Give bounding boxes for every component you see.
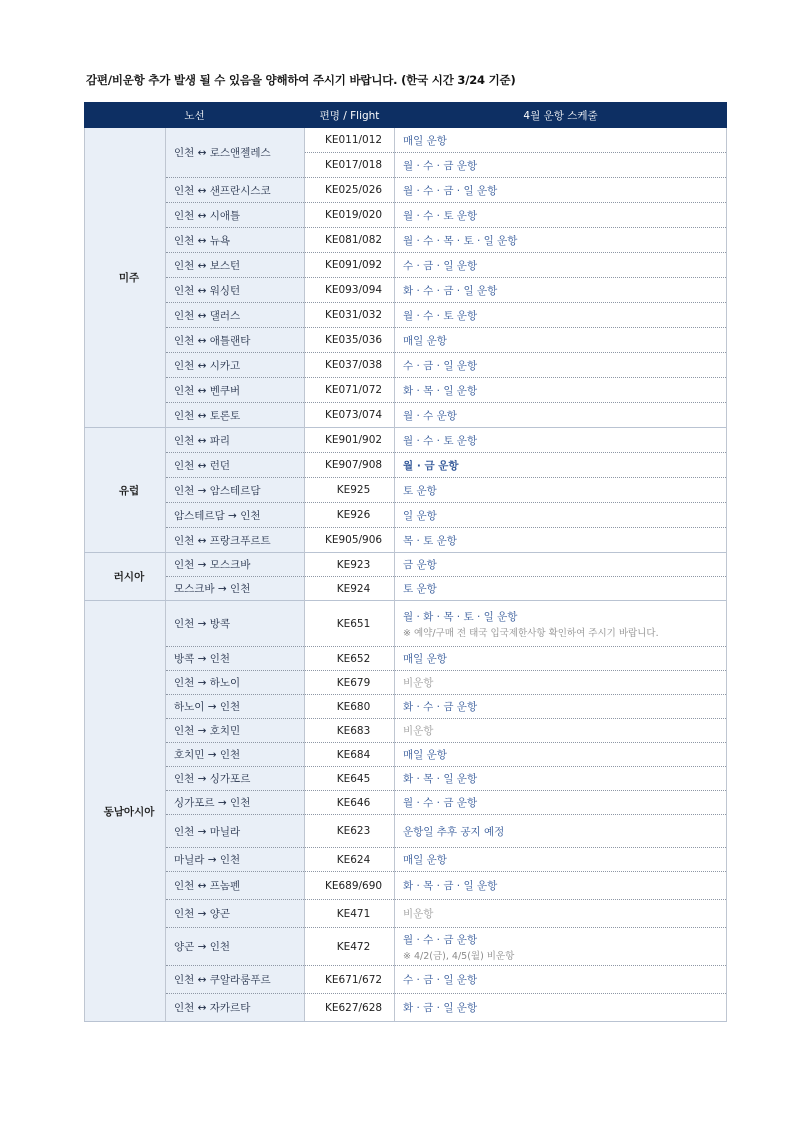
flight-cell: KE689/690 [305, 872, 395, 900]
schedule-text: 수 · 금 · 일 운항 [403, 359, 478, 372]
route-cell: 인천 ↔ 프랑크푸르트 [166, 528, 305, 553]
notice-text: 감편/비운항 추가 발생 될 수 있음을 양해하여 주시기 바랍니다. (한국 시간 3/24 기준) [86, 73, 516, 87]
table-row [85, 695, 727, 719]
route-cell: 인천 ↔ 로스앤젤레스 [166, 128, 305, 178]
flight-cell: KE019/020 [305, 203, 395, 228]
table-row [85, 128, 727, 153]
flight-cell: KE671/672 [305, 966, 395, 994]
flight-cell: KE081/082 [305, 228, 395, 253]
schedule-cell [395, 228, 727, 253]
flight-cell: KE683 [305, 719, 395, 743]
table-row [85, 328, 727, 353]
flight-cell: KE925 [305, 478, 395, 503]
route-cell: 인천 → 마닐라 [166, 815, 305, 848]
schedule-text: 매일 운항 [403, 653, 447, 665]
flight-cell: KE651 [305, 601, 395, 647]
table-row [85, 403, 727, 428]
table-row [85, 478, 727, 503]
schedule-text: 토 운항 [403, 484, 437, 497]
schedule-text: 비운항 [403, 677, 434, 689]
schedule-text: 금 운항 [403, 559, 437, 571]
schedule-cell [395, 815, 727, 848]
flight-cell: KE031/032 [305, 303, 395, 328]
route-cell: 방콕 → 인천 [166, 647, 305, 671]
flight-cell: KE901/902 [305, 428, 395, 453]
table-row [85, 815, 727, 848]
schedule-text: 화 · 금 · 일 운항 [403, 1002, 478, 1014]
flight-cell: KE071/072 [305, 378, 395, 403]
table-row [85, 767, 727, 791]
schedule-text: 월 · 수 · 금 운항 [403, 933, 478, 946]
table-row [85, 928, 727, 966]
flight-cell: KE623 [305, 815, 395, 848]
schedule-cell [395, 767, 727, 791]
route-cell: 인천 ↔ 벤쿠버 [166, 378, 305, 403]
schedule-text: 화 · 수 · 금 운항 [403, 701, 478, 713]
flight-cell: KE680 [305, 695, 395, 719]
route-cell: 인천 → 호치민 [166, 719, 305, 743]
flight-cell: KE907/908 [305, 453, 395, 478]
table-row [85, 503, 727, 528]
flight-cell: KE652 [305, 647, 395, 671]
schedule-text: 화 · 목 · 일 운항 [403, 773, 478, 785]
table-row [85, 671, 727, 695]
schedule-cell [395, 671, 727, 695]
flight-cell: KE905/906 [305, 528, 395, 553]
route-cell: 인천 ↔ 토론토 [166, 403, 305, 428]
table-row [85, 553, 727, 577]
table-row [85, 791, 727, 815]
schedule-text: 월 · 수 · 토 운항 [403, 209, 478, 222]
schedule-cell [395, 303, 727, 328]
schedule-cell [395, 453, 727, 478]
route-cell: 호치민 → 인천 [166, 743, 305, 767]
table-row [85, 278, 727, 303]
schedule-text: 월 · 화 · 목 · 토 · 일 운항 [403, 610, 518, 623]
schedule-cell [395, 791, 727, 815]
route-cell: 인천 ↔ 애틀랜타 [166, 328, 305, 353]
header-schedule: 4월 운항 스케줄 [395, 103, 727, 128]
table-row [85, 228, 727, 253]
schedule-cell [395, 128, 727, 153]
schedule-cell [395, 577, 727, 601]
schedule-text: 운항일 추후 공지 예정 [403, 825, 505, 838]
route-cell: 인천 → 양곤 [166, 900, 305, 928]
schedule-table [84, 102, 727, 1022]
schedule-text: 매일 운항 [403, 334, 447, 347]
flight-cell: KE627/628 [305, 994, 395, 1022]
table-row [85, 966, 727, 994]
region-cell: 유럽 [85, 428, 166, 553]
table-row [85, 303, 727, 328]
schedule-text: 월 · 수 · 목 · 토 · 일 운항 [403, 234, 518, 247]
flight-cell: KE923 [305, 553, 395, 577]
flight-cell: KE091/092 [305, 253, 395, 278]
flight-cell: KE646 [305, 791, 395, 815]
schedule-note: ※ 예약/구매 전 태국 입국제한사항 확인하여 주시기 바랍니다. [403, 627, 659, 639]
schedule-text: 월 · 수 · 금 운항 [403, 159, 478, 172]
flight-cell: KE684 [305, 743, 395, 767]
schedule-cell [395, 719, 727, 743]
route-cell: 인천 ↔ 시애틀 [166, 203, 305, 228]
route-cell: 인천 ↔ 샌프란시스코 [166, 178, 305, 203]
table-header-row [85, 103, 727, 128]
flight-cell: KE035/036 [305, 328, 395, 353]
route-cell: 인천 ↔ 자카르타 [166, 994, 305, 1022]
flight-cell: KE645 [305, 767, 395, 791]
schedule-cell [395, 966, 727, 994]
schedule-text: 비운항 [403, 908, 434, 920]
route-cell: 인천 ↔ 쿠알라룸푸르 [166, 966, 305, 994]
flight-cell: KE926 [305, 503, 395, 528]
route-cell: 인천 ↔ 런던 [166, 453, 305, 478]
route-cell: 마닐라 → 인천 [166, 848, 305, 872]
table-row [85, 253, 727, 278]
schedule-text: 화 · 수 · 금 · 일 운항 [403, 284, 498, 297]
route-cell: 모스크바 → 인천 [166, 577, 305, 601]
schedule-note: ※ 4/2(금), 4/5(월) 비운항 [403, 950, 515, 962]
header-flight: 편명 / Flight [305, 103, 395, 128]
schedule-cell [395, 528, 727, 553]
schedule-text: 월 · 수 · 토 운항 [403, 309, 478, 322]
schedule-cell [395, 647, 727, 671]
schedule-cell [395, 848, 727, 872]
schedule-cell [395, 601, 727, 647]
route-cell: 인천 → 방콕 [166, 601, 305, 647]
flight-cell: KE073/074 [305, 403, 395, 428]
flight-cell: KE472 [305, 928, 395, 966]
schedule-cell [395, 994, 727, 1022]
route-cell: 인천 → 싱가포르 [166, 767, 305, 791]
table-body [85, 128, 727, 1022]
schedule-cell [395, 278, 727, 303]
table-row [85, 848, 727, 872]
route-cell: 인천 ↔ 워싱턴 [166, 278, 305, 303]
schedule-cell [395, 743, 727, 767]
table-row [85, 647, 727, 671]
schedule-text: 월 · 수 · 토 운항 [403, 434, 478, 447]
route-cell: 인천 ↔ 댈러스 [166, 303, 305, 328]
schedule-text: 매일 운항 [403, 854, 447, 866]
route-cell: 인천 ↔ 파리 [166, 428, 305, 453]
schedule-cell [395, 695, 727, 719]
table-row [85, 453, 727, 478]
flight-cell: KE037/038 [305, 353, 395, 378]
route-cell: 암스테르담 → 인천 [166, 503, 305, 528]
schedule-text: 월 · 금 운항 [403, 459, 459, 472]
schedule-text: 월 · 수 · 금 운항 [403, 797, 478, 809]
table-row [85, 353, 727, 378]
schedule-cell [395, 503, 727, 528]
route-cell: 싱가포르 → 인천 [166, 791, 305, 815]
schedule-text: 매일 운항 [403, 749, 447, 761]
schedule-cell [395, 153, 727, 178]
header-route: 노선 [85, 103, 305, 128]
schedule-cell [395, 428, 727, 453]
flight-cell: KE679 [305, 671, 395, 695]
route-cell: 인천 → 하노이 [166, 671, 305, 695]
schedule-cell [395, 378, 727, 403]
table-row [85, 378, 727, 403]
schedule-cell [395, 403, 727, 428]
schedule-cell [395, 203, 727, 228]
table-row [85, 178, 727, 203]
schedule-cell [395, 872, 727, 900]
schedule-cell [395, 353, 727, 378]
schedule-text: 월 · 수 운항 [403, 409, 457, 422]
schedule-text: 매일 운항 [403, 134, 447, 147]
schedule-text: 일 운항 [403, 509, 437, 522]
route-cell: 인천 → 암스테르담 [166, 478, 305, 503]
flight-cell: KE924 [305, 577, 395, 601]
schedule-cell [395, 328, 727, 353]
flight-cell: KE017/018 [305, 153, 395, 178]
region-cell: 미주 [85, 128, 166, 428]
schedule-cell [395, 928, 727, 966]
table-row [85, 872, 727, 900]
table-row [85, 528, 727, 553]
schedule-cell [395, 900, 727, 928]
table-row [85, 719, 727, 743]
flight-cell: KE093/094 [305, 278, 395, 303]
schedule-text: 비운항 [403, 725, 434, 737]
table-row [85, 994, 727, 1022]
schedule-cell [395, 178, 727, 203]
region-cell: 러시아 [85, 553, 166, 601]
route-cell: 인천 ↔ 시카고 [166, 353, 305, 378]
schedule-cell [395, 553, 727, 577]
table-row [85, 428, 727, 453]
table-row [85, 900, 727, 928]
schedule-text: 화 · 목 · 일 운항 [403, 384, 478, 397]
table-row [85, 601, 727, 647]
route-cell: 인천 → 모스크바 [166, 553, 305, 577]
schedule-cell [395, 478, 727, 503]
flight-cell: KE025/026 [305, 178, 395, 203]
flight-cell: KE011/012 [305, 128, 395, 153]
route-cell: 인천 ↔ 뉴욕 [166, 228, 305, 253]
route-cell: 하노이 → 인천 [166, 695, 305, 719]
schedule-cell [395, 253, 727, 278]
route-cell: 양곤 → 인천 [166, 928, 305, 966]
flight-cell: KE471 [305, 900, 395, 928]
schedule-text: 화 · 목 · 금 · 일 운항 [403, 880, 498, 892]
flight-cell: KE624 [305, 848, 395, 872]
schedule-text: 수 · 금 · 일 운항 [403, 259, 478, 272]
schedule-text: 목 · 토 운항 [403, 534, 457, 547]
table-row [85, 577, 727, 601]
table-row [85, 743, 727, 767]
schedule-text: 토 운항 [403, 583, 437, 595]
schedule-text: 월 · 수 · 금 · 일 운항 [403, 184, 498, 197]
region-cell: 동남아시아 [85, 601, 166, 1022]
schedule-text: 수 · 금 · 일 운항 [403, 974, 478, 986]
route-cell: 인천 ↔ 프놈펜 [166, 872, 305, 900]
table-row [85, 203, 727, 228]
route-cell: 인천 ↔ 보스턴 [166, 253, 305, 278]
